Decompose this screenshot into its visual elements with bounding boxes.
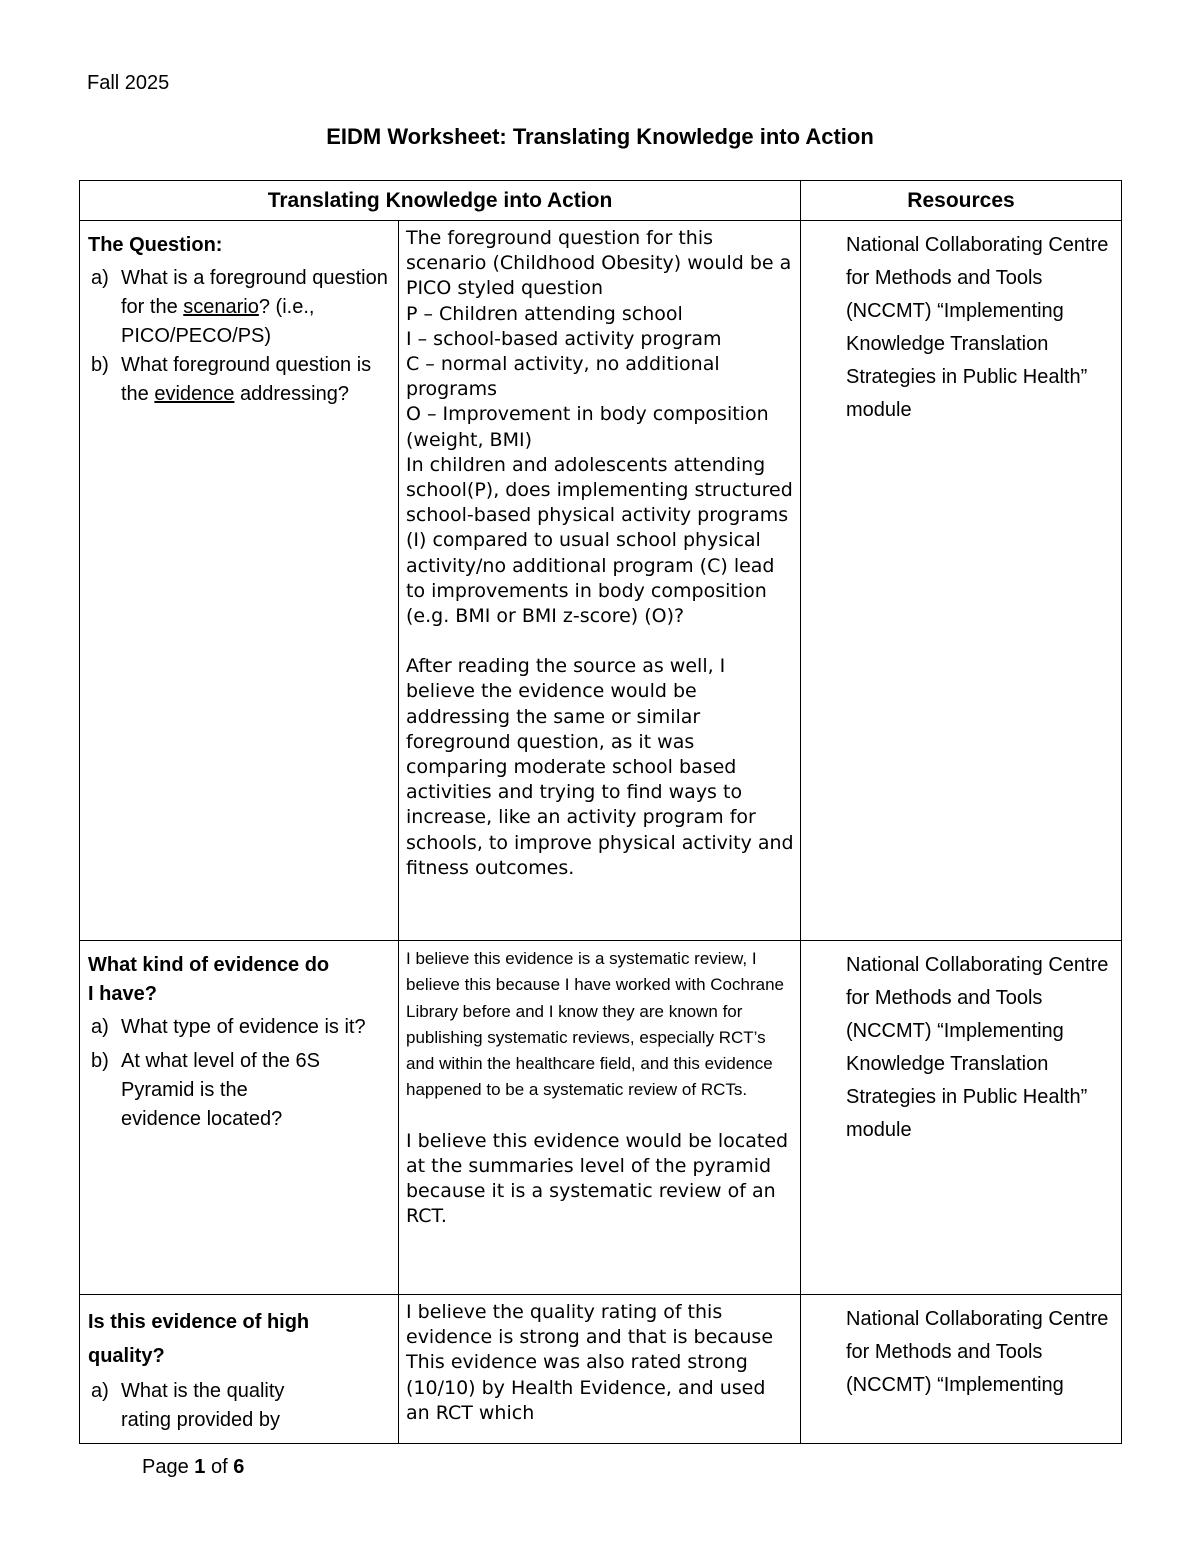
question-text: addressing? bbox=[234, 383, 349, 405]
question-heading: The Question: bbox=[88, 234, 223, 256]
page-current: 1 bbox=[194, 1456, 206, 1478]
list-item bbox=[88, 1377, 390, 1435]
resource-cell: National Collaborating Centre for Methods and Tools (NCCMT) “Implementing bbox=[801, 1295, 1122, 1444]
question-cell bbox=[80, 221, 399, 941]
question-cell bbox=[80, 941, 399, 1295]
answer-paragraph: O – Improvement in body composition (weight, BMI) bbox=[406, 403, 769, 451]
underlined-term: scenario bbox=[183, 296, 259, 318]
answer-cell bbox=[399, 941, 801, 1295]
question-heading: What kind of evidence do I have? bbox=[88, 954, 330, 1005]
question-text: ? (i.e., PICO/PECO/PS) bbox=[121, 296, 315, 347]
question-text: What is the quality rating provided by bbox=[121, 1380, 285, 1431]
page-label: Page bbox=[142, 1456, 189, 1478]
worksheet-table bbox=[79, 180, 1122, 1444]
page-number bbox=[142, 1456, 244, 1479]
answer-paragraph: I believe this evidence would be located at the summaries level of the pyramid because it is a systematic review of an RCT. bbox=[406, 1129, 789, 1228]
question-text: At what level of the 6S Pyramid is the evidence located? bbox=[121, 1050, 321, 1130]
page-of: of bbox=[210, 1456, 228, 1478]
list-item bbox=[88, 1013, 390, 1042]
answer-paragraph: After reading the source as well, I believe the evidence would be addressing the same or similar foreground question, as it was comparing moderate school based activities and trying to find ways to increase, like an activity program for schools, to improve physical activity and fitness outcomes. bbox=[406, 655, 794, 879]
resource-cell: National Collaborating Centre for Methods and Tools (NCCMT) “Implementing Knowledge Translation Strategies in Public Health” module bbox=[801, 221, 1122, 941]
question-text: What type of evidence is it? bbox=[121, 1016, 366, 1038]
answer-paragraph: P – Children attending school bbox=[406, 302, 683, 325]
question-text: What foreground question is the bbox=[121, 354, 372, 405]
resource-cell: National Collaborating Centre for Methods and Tools (NCCMT) “Implementing Knowledge Translation Strategies in Public Health” module bbox=[801, 941, 1122, 1295]
list-item bbox=[88, 351, 390, 409]
answer-paragraph: I believe this evidence is a systematic review, I believe this because I have worked with Cochrane Library before and I know they are known for publishing systematic reviews, especially RCT’s and within the healthcare field, and this evidence happened to be a systematic review of RCTs. bbox=[406, 949, 784, 1100]
answer-cell bbox=[399, 221, 801, 941]
answer-cell bbox=[399, 1295, 801, 1444]
question-list bbox=[88, 264, 390, 409]
header-translating: Translating Knowledge into Action bbox=[80, 181, 801, 221]
answer-paragraph: The foreground question for this scenario (Childhood Obesity) would be a PICO styled question bbox=[406, 227, 792, 300]
list-marker: a) bbox=[91, 267, 109, 289]
list-item bbox=[88, 1047, 390, 1134]
question-heading: Is this evidence of high quality? bbox=[88, 1311, 310, 1367]
question-list bbox=[88, 1013, 390, 1134]
answer-paragraph: C – normal activity, no additional programs bbox=[406, 353, 720, 401]
list-marker: a) bbox=[91, 1016, 109, 1038]
list-marker: b) bbox=[91, 354, 109, 376]
worksheet-title: EIDM Worksheet: Translating Knowledge into Action bbox=[326, 124, 874, 149]
answer-paragraph: I believe the quality rating of this evidence is strong and that is because This evidence was also rated strong (10/10) by Health Evidence, and used an RCT which bbox=[406, 1301, 774, 1424]
header-resources: Resources bbox=[801, 181, 1122, 221]
semester-label: Fall 2025 bbox=[87, 72, 170, 94]
answer-paragraph: In children and adolescents attending school(P), does implementing structured school-based physical activity programs (I) compared to usual school physical activity/no additional program (C) lead to improvements in body composition (e.g. BMI or BMI z-score) (O)? bbox=[406, 453, 793, 628]
list-marker: a) bbox=[91, 1380, 109, 1402]
table-row bbox=[80, 941, 1122, 1295]
underlined-term: evidence bbox=[154, 383, 235, 405]
table-row bbox=[80, 1295, 1122, 1444]
list-item bbox=[88, 264, 390, 351]
table-row bbox=[80, 221, 1122, 941]
table-header-row bbox=[80, 181, 1122, 221]
question-text: What is a foreground question for the bbox=[121, 267, 388, 318]
list-marker: b) bbox=[91, 1050, 109, 1072]
page-total: 6 bbox=[233, 1456, 245, 1478]
question-list bbox=[88, 1377, 390, 1435]
question-cell bbox=[80, 1295, 399, 1444]
answer-paragraph: I – school-based activity program bbox=[406, 327, 722, 350]
